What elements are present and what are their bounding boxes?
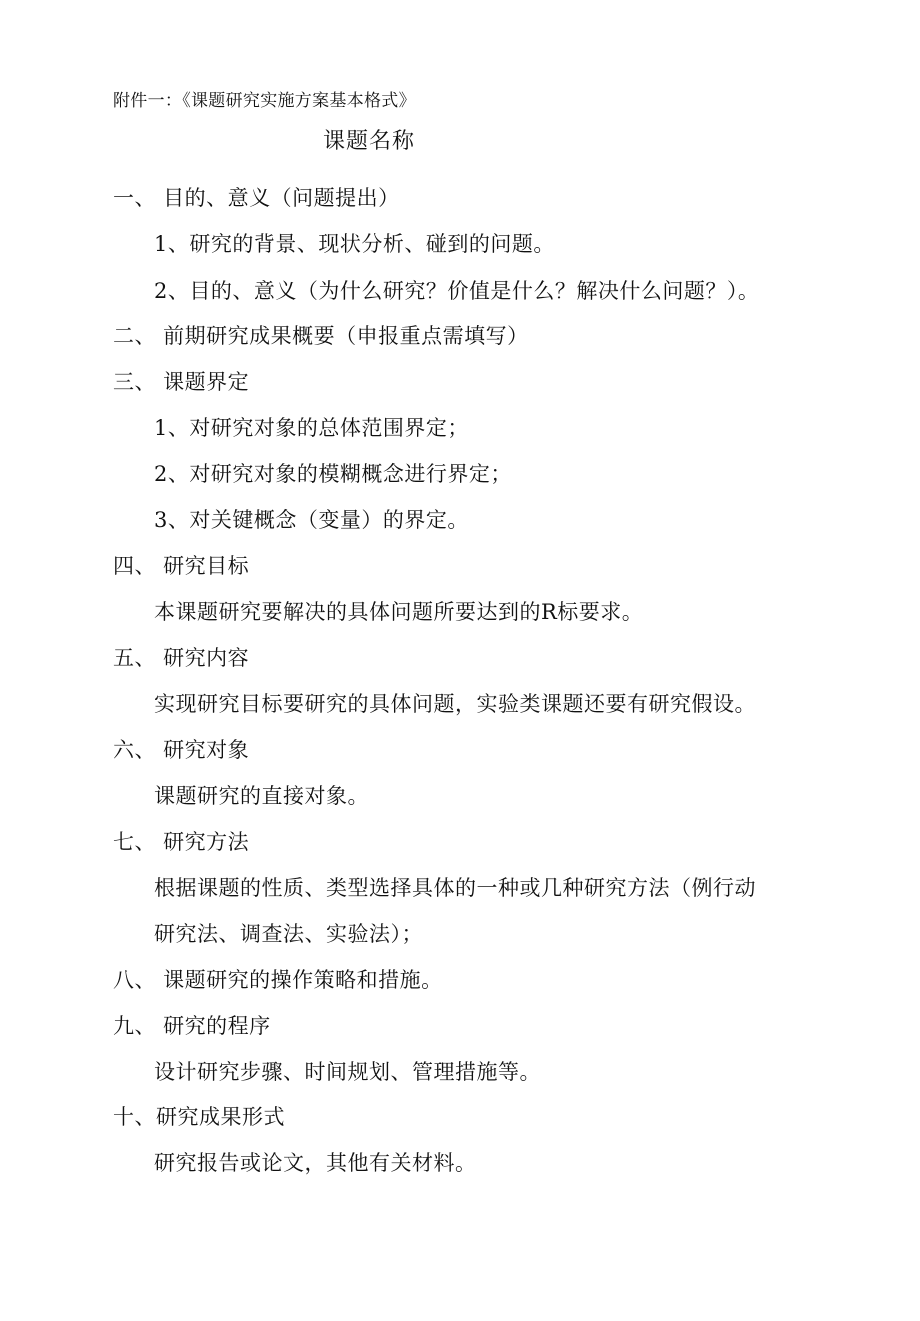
section-item-10-1: 研究报告或论文，其他有关材料。	[154, 1151, 477, 1175]
section-item-7-2: 研究法、调查法、实验法）；	[154, 922, 423, 946]
section-item-1-2: 2、目的、意义（为什么研究？价值是什么？解决什么问题？）。	[154, 279, 760, 303]
document-title: 课题名称	[323, 129, 416, 154]
section-item-5-1: 实现研究目标要研究的具体问题，实验类课题还要有研究假设。	[154, 692, 756, 716]
section-item-3-2: 2、对研究对象的模糊概念进行界定；	[154, 462, 512, 486]
section-item-1-1: 1、研究的背景、现状分析、碰到的问题。	[154, 232, 555, 256]
section-heading-3: 三、 课题界定	[113, 370, 250, 394]
section-heading-8: 八、 课题研究的操作策略和措施。	[113, 968, 443, 992]
section-item-7-1: 根据课题的性质、类型选择具体的一种或几种研究方法（例行动	[154, 876, 756, 900]
section-heading-5: 五、 研究内容	[113, 646, 250, 670]
section-heading-9: 九、 研究的程序	[113, 1014, 271, 1038]
section-heading-1: 一、 目的、意义（问题提出）	[113, 186, 400, 210]
section-item-3-3: 3、对关键概念（变量）的界定。	[154, 508, 469, 532]
section-item-6-1: 课题研究的直接对象。	[154, 784, 369, 808]
attachment-line: 附件一：《课题研究实施方案基本格式》	[113, 91, 416, 111]
section-heading-6: 六、 研究对象	[113, 738, 250, 762]
section-item-3-1: 1、对研究对象的总体范围界定；	[154, 416, 469, 440]
section-item-9-1: 设计研究步骤、时间规划、管理措施等。	[154, 1060, 541, 1084]
section-item-4-1: 本课题研究要解决的具体问题所要达到的R标要求。	[154, 600, 644, 624]
section-heading-4: 四、 研究目标	[113, 554, 250, 578]
section-heading-7: 七、 研究方法	[113, 830, 250, 854]
section-heading-2: 二、 前期研究成果概要（申报重点需填写）	[113, 324, 529, 348]
section-heading-10: 十、研究成果形式	[113, 1105, 285, 1129]
